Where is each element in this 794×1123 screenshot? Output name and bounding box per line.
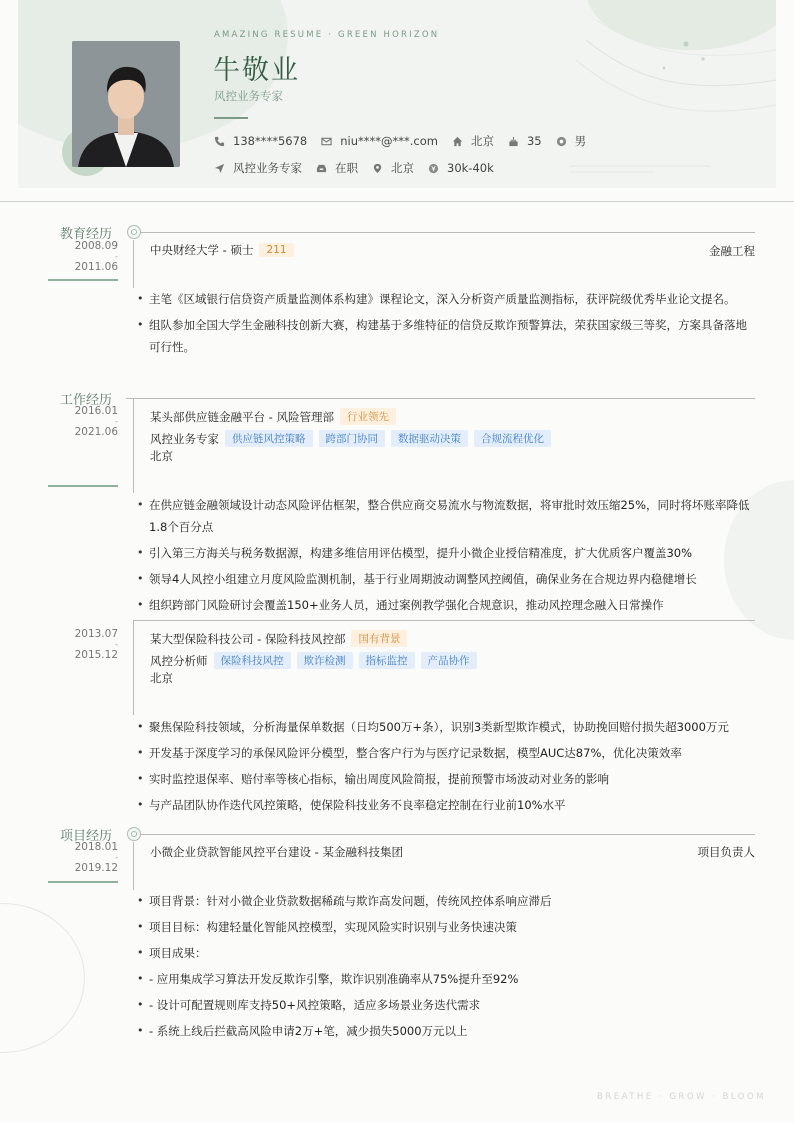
decorative-wave-lines	[576, 0, 776, 140]
phone-icon	[214, 136, 225, 147]
job1-location: 北京	[150, 449, 173, 463]
bullet-item: • 与产品团队协作迭代风控策略，使保险科技业务不良率稳定控制在行业前10%水平	[137, 794, 757, 816]
job2-badge: 国有背景	[351, 630, 407, 647]
education-end: 2011.06	[74, 261, 118, 273]
skill-tag: 保险科技风控	[214, 652, 291, 669]
target-role-item	[214, 160, 302, 176]
target-role-text: 风控业务专家	[233, 161, 302, 175]
education-left-rule	[48, 279, 118, 281]
bullet-item: • 项目目标：构建轻量化智能风控模型，实现风险实时识别与业务快速决策	[137, 916, 757, 938]
profile-photo	[72, 41, 180, 167]
home-icon	[452, 136, 463, 147]
project-timeline-node	[128, 828, 140, 840]
job2-top-rule	[133, 620, 755, 621]
job-info-row	[214, 160, 508, 176]
cake-icon	[508, 136, 519, 147]
bullet-item: • - 设计可配置规则库支持50+风控策略，适应多场景业务迭代需求	[137, 994, 757, 1016]
bullet-item: • 实时监控退保率、赔付率等核心指标，输出周度风险简报，提前预警市场波动对业务的影响	[137, 768, 757, 790]
project-bullets	[137, 890, 757, 1046]
skill-tag: 跨部门协同	[319, 430, 386, 447]
job2-end: 2015.12	[74, 649, 118, 661]
gender-icon	[556, 136, 567, 147]
bullet-item: • 在供应链金融领域设计动态风险评估框架，整合供应商交易流水与物流数据，将审批时效压缩25%，同时将坏账率降低1.8个百分点	[137, 494, 757, 538]
section-label-project: 项目经历	[60, 829, 113, 844]
job2-start: 2013.07	[74, 628, 118, 640]
education-timeline-node	[128, 226, 140, 238]
salary-item	[428, 161, 494, 175]
bullet-item: • 组织跨部门风险研讨会覆盖150+业务人员，通过案例教学强化合规意识，推动风控理念融入日常操作	[137, 594, 757, 616]
work-top-rule	[126, 398, 755, 399]
skill-tag: 欺诈检测	[297, 652, 353, 669]
skill-tag: 指标监控	[359, 652, 415, 669]
inbox-icon	[316, 163, 327, 174]
project-dates	[48, 842, 118, 874]
portrait-illustration	[72, 41, 180, 167]
candidate-name: 牛敬业	[213, 55, 300, 86]
project-vertical-rule	[133, 842, 134, 890]
school-badge: 211	[259, 243, 293, 257]
bullet-item: • - 应用集成学习算法开发反欺诈引擎，欺诈识别准确率从75%提升至92%	[137, 968, 757, 990]
date-separator: -	[115, 853, 118, 862]
project-left-rule	[48, 881, 118, 883]
bullet-item: • 组队参加全国大学生金融科技创新大赛，构建基于多维特征的信贷反欺诈预警算法，荣获国家级三等奖，方案具备落地可行性。	[137, 314, 757, 358]
education-vertical-rule	[133, 240, 134, 288]
project-title: 小微企业贷款智能风控平台建设 - 某金融科技集团	[150, 845, 403, 859]
age-item	[508, 134, 542, 148]
status-text: 在职	[335, 161, 358, 175]
project-start: 2018.01	[74, 841, 118, 853]
job2-role-row	[150, 652, 477, 669]
city-item	[452, 133, 494, 149]
job2-location: 北京	[150, 671, 173, 685]
bullet-item: • 主笔《区域银行信贷资产质量监测体系构建》课程论文，深入分析资产质量监测指标，获评院级优秀毕业论文提名。	[137, 288, 757, 310]
header-divider	[0, 201, 794, 202]
job2-dates	[48, 629, 118, 661]
skill-tag: 合规流程优化	[474, 430, 551, 447]
background-circle	[0, 903, 85, 1053]
job2-company	[150, 630, 407, 647]
project-top-rule	[140, 834, 755, 835]
job1-badge: 行业领先	[340, 408, 396, 425]
email-item	[321, 134, 438, 148]
bullet-item: • 开发基于深度学习的承保风险评分模型，整合客户行为与医疗记录数据，模型AUC达87%，优化决策效率	[137, 742, 757, 764]
date-separator: -	[115, 417, 118, 426]
education-school	[150, 242, 294, 258]
salary-text: 30k-40k	[447, 161, 494, 175]
work-left-rule	[48, 485, 118, 487]
bullet-item: • 领导4人风控小组建立月度风险监测机制，基于行业周期波动调整风控阈值，确保业务在合规边界内稳健增长	[137, 568, 757, 590]
gender-text: 男	[574, 134, 587, 148]
bullet-item: • 引入第三方海关与税务数据源，构建多维信用评估模型，提升小微企业授信精准度，扩大优质客户覆盖30%	[137, 542, 757, 564]
job1-dates	[48, 406, 118, 438]
phone-text: 138****5678	[233, 134, 308, 148]
target-city-item	[372, 160, 414, 176]
title-underline	[214, 117, 248, 119]
project-end: 2019.12	[74, 862, 118, 874]
job1-company-name: 某头部供应链金融平台 - 风险管理部	[150, 409, 334, 424]
target-city-text: 北京	[391, 161, 414, 175]
education-bullets	[137, 288, 757, 362]
job2-role: 风控分析师	[150, 653, 208, 668]
job1-role: 风控业务专家	[150, 431, 219, 446]
job2-bullets	[137, 716, 757, 820]
city-text: 北京	[470, 134, 494, 148]
bullet-item: • 聚焦保险科技领域，分析海量保单数据（日均500万+条），识别3类新型欺诈模式，协助挽回赔付损失超3000万元	[137, 716, 757, 738]
job1-start: 2016.01	[74, 405, 118, 417]
skill-tag: 供应链风控策略	[225, 430, 313, 447]
candidate-title: 风控业务专家	[214, 89, 283, 103]
school-degree: 中央财经大学 - 硕士	[150, 243, 254, 257]
phone-item	[214, 134, 307, 148]
job1-bullets	[137, 494, 757, 620]
skill-tag: 数据驱动决策	[391, 430, 468, 447]
job1-vertical-rule	[133, 398, 134, 493]
send-icon	[214, 163, 225, 174]
job1-role-row	[150, 430, 551, 447]
contact-info-row	[214, 133, 600, 149]
location-pin-icon	[372, 163, 383, 174]
job2-vertical-rule	[133, 620, 134, 715]
bullet-item: • - 系统上线后拦截高风险申请2万+笔，减少损失5000万元以上	[137, 1020, 757, 1042]
decorative-lines	[570, 165, 715, 177]
section-label-education: 教育经历	[60, 227, 113, 242]
mail-icon	[321, 136, 332, 147]
project-role: 项目负责人	[697, 845, 755, 859]
gender-item	[556, 133, 587, 149]
section-label-work: 工作经历	[60, 393, 113, 408]
header-tagline: AMAZING RESUME · GREEN HORIZON	[214, 30, 440, 40]
education-major: 金融工程	[709, 244, 755, 258]
education-top-rule	[140, 232, 755, 233]
age-text: 35	[526, 134, 542, 148]
skill-tag: 产品协作	[421, 652, 477, 669]
footer-watermark: BREATHE · GROW · BLOOM	[597, 1092, 766, 1102]
bullet-item: • 项目背景：针对小微企业贷款数据稀疏与欺诈高发问题，传统风控体系响应滞后	[137, 890, 757, 912]
job1-company	[150, 408, 396, 425]
job1-end: 2021.06	[74, 426, 118, 438]
money-icon	[428, 163, 439, 174]
education-start: 2008.09	[74, 240, 118, 252]
bullet-item: • 项目成果：	[137, 942, 757, 964]
job2-company-name: 某大型保险科技公司 - 保险科技风控部	[150, 631, 346, 646]
education-dates	[48, 241, 118, 273]
email-text: niu****@***.com	[340, 134, 438, 148]
date-separator: -	[115, 640, 118, 649]
date-separator: -	[115, 252, 118, 261]
status-item	[316, 160, 358, 176]
